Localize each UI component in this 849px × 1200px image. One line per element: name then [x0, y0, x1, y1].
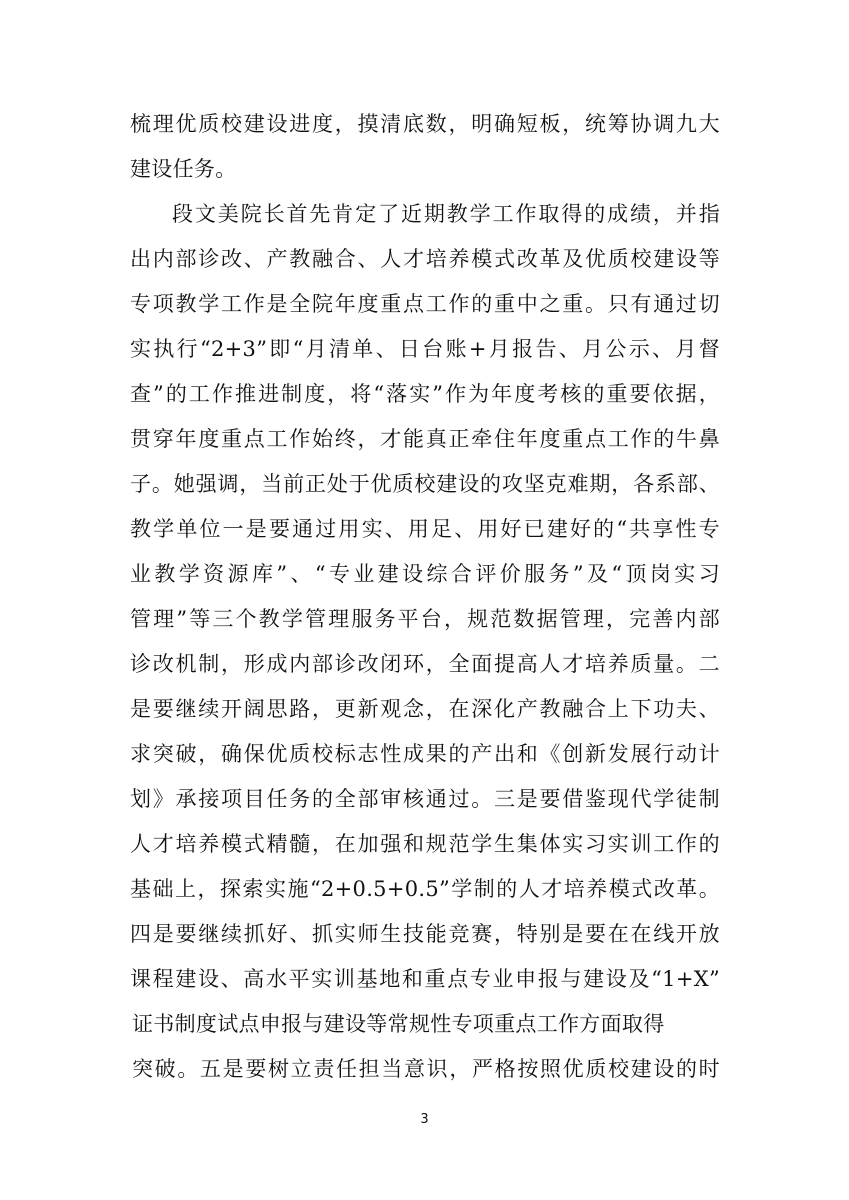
- text-line: 建设任务。: [130, 157, 237, 181]
- text-line: 人才培养模式精髓，在加强和规范学生集体实习实训工作的: [130, 832, 720, 856]
- text-line: 突破。五是要树立责任担当意识，严格按照优质校建设的时: [132, 1057, 720, 1081]
- text-line: 是要继续开阔思路，更新观念，在深化产教融合上下功夫、: [130, 697, 720, 721]
- text-line: 贯穿年度重点工作始终，才能真正牵住年度重点工作的牛鼻: [130, 427, 720, 451]
- text-line: 教学单位一是要通过用实、用足、用好已建好的“共享性专: [130, 517, 720, 541]
- text-line: 诊改机制，形成内部诊改闭环，全面提高人才培养质量。二: [130, 652, 720, 676]
- text-line: 管理”等三个教学管理服务平台，规范数据管理，完善内部: [130, 607, 720, 631]
- body-text: [130, 102, 720, 1092]
- text-line: 划》承接项目任务的全部审核通过。三是要借鉴现代学徒制: [130, 787, 720, 811]
- text-line: 证书制度试点申报与建设等常规性专项重点工作方面取得: [132, 1012, 665, 1036]
- text-line: 专项教学工作是全院年度重点工作的重中之重。只有通过切: [130, 292, 720, 316]
- page-number: 3: [420, 1112, 429, 1127]
- text-line: 求突破，确保优质校标志性成果的产出和《创新发展行动计: [130, 742, 720, 766]
- text-line: 课程建设、高水平实训基地和重点专业申报与建设及“1+X”: [130, 967, 720, 991]
- text-line: 实执行“2+3”即“月清单、日台账+月报告、月公示、月督: [130, 337, 720, 361]
- text-line: 子。她强调，当前正处于优质校建设的攻坚克难期，各系部、: [130, 472, 720, 496]
- text-line: 业教学资源库”、“专业建设综合评价服务”及“顶岗实习: [130, 562, 720, 586]
- text-line: 查”的工作推进制度，将“落实”作为年度考核的重要依据，: [130, 382, 720, 406]
- text-line: 梳理优质校建设进度，摸清底数，明确短板，统筹协调九大: [130, 112, 720, 136]
- text-line: 段文美院长首先肯定了近期教学工作取得的成绩，并指: [172, 202, 720, 226]
- text-line: 基础上，探索实施“2+0.5+0.5”学制的人才培养模式改革。: [130, 877, 720, 901]
- text-line: 四是要继续抓好、抓实师生技能竞赛，特别是要在在线开放: [130, 922, 720, 946]
- text-line: 出内部诊改、产教融合、人才培养模式改革及优质校建设等: [130, 247, 720, 271]
